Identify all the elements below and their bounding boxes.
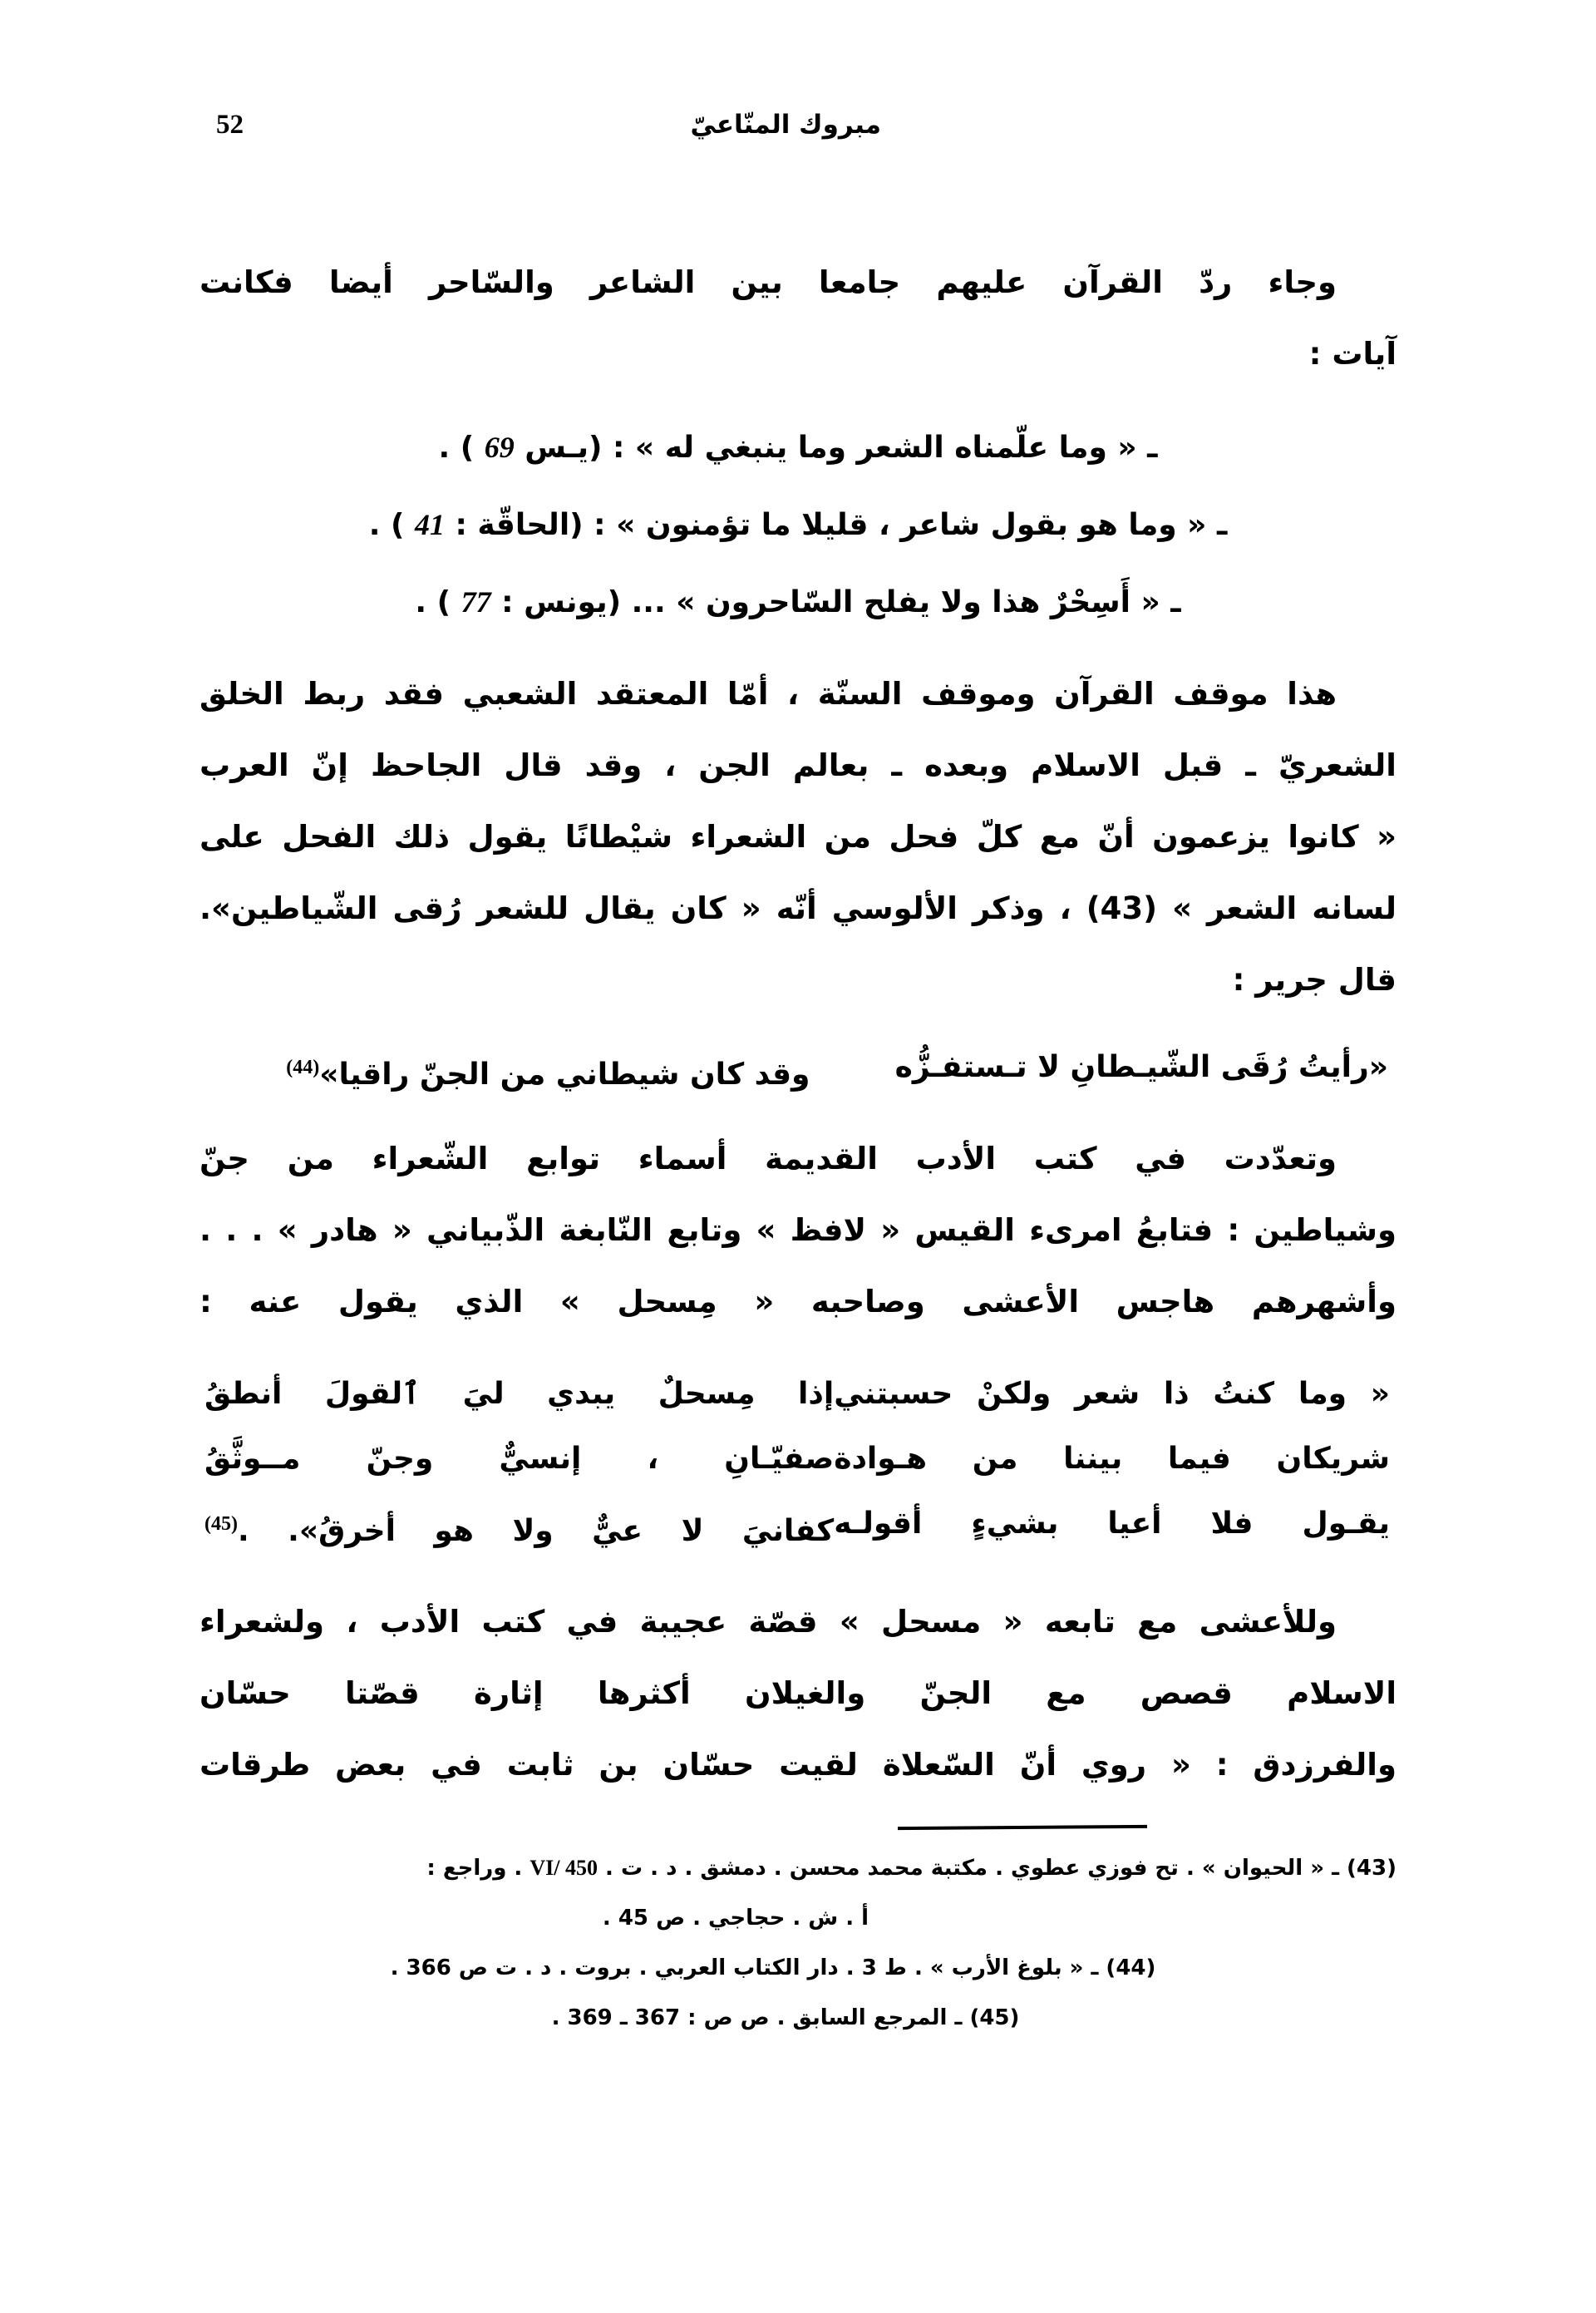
- verse-dash: ـ: [1216, 508, 1228, 542]
- quran-verse-list: [200, 409, 1396, 641]
- jarir-hemistich-2: [200, 1032, 810, 1111]
- paragraph-3-line-1: وتعدّدت في كتب الأدب القديمة أسماء توابع الشّعراء من جنّ: [200, 1141, 1337, 1176]
- asha-hemistich-1: يقـول فلا أعيا بشيءٍ أقولـه: [834, 1507, 1390, 1541]
- asha-poem-line: [200, 1362, 1396, 1427]
- asha-poem: [200, 1362, 1396, 1564]
- footnote-43-text-a: (43) ـ « الحيوان » . تح فوزي عطوي . مكتبة محمد محسن . دمشق . د . ت .: [605, 1856, 1396, 1881]
- paragraph-4-line-3: والفرزدق : « روي أنّ السّعلاة لقيت حسّان بن ثابت في بعض طرقات: [200, 1747, 1396, 1783]
- footnote-43-line-1: [200, 1846, 1396, 1891]
- paragraph-4-line-1: وللأعشى مع تابعه « مسحل » قصّة عجيبة في كتب الأدب ، ولشعراء: [200, 1604, 1337, 1640]
- paragraph-2-line-3: « كانوا يزعمون أنّ مع كلّ فحل من الشعراء شيْطانًا يقول ذلك الفحل على: [200, 819, 1396, 855]
- asha-hemistich-1: « وما كنتُ ذا شعر ولكنْ حسبتني: [834, 1377, 1390, 1411]
- asha-poem-line: [200, 1492, 1396, 1564]
- body-text: [200, 249, 1396, 1803]
- header-author-name: مبروك المنّاعيّ: [690, 110, 881, 140]
- verse-text: « وما علّمناه الشعر وما ينبغي له » :: [612, 431, 1137, 465]
- verse-item: [200, 564, 1396, 641]
- asha-hemistich-2: [200, 1492, 834, 1564]
- asha-hemistich-2-text: كفانيَ لا عيٌّ ولا هو أخرقُ». .: [238, 1514, 835, 1548]
- footnote-43-volume-page: VI/ 450: [530, 1856, 598, 1880]
- paragraph-4-line-2: الاسلام قصص مع الجنّ والغيلان أكثرها إثارة قصّتا حسّان: [200, 1675, 1396, 1711]
- verse-source: (يـس: [525, 431, 603, 465]
- intro-paragraph: وجاء ردّ القرآن عليهم جامعا بين الشاعر والسّاحر أيضا فكانت: [200, 264, 1337, 300]
- asha-hemistich-2: صفيّـانِ ، إنسيٌّ وجنّ مــوثَّقُ: [204, 1442, 835, 1476]
- asha-footnote-ref: (45): [204, 1513, 238, 1535]
- verse-ayah-number: 41: [414, 508, 445, 541]
- intro-paragraph-tail: آيات :: [1308, 336, 1396, 372]
- verse-ayah-number: 69: [484, 431, 515, 464]
- jarir-hemistich-2-text: وقد كان شيطاني من الجنّ راقيا»: [319, 1058, 810, 1092]
- paragraph-2-line-4: لسانه الشعر » (43) ، وذكر الألوسي أنّه « كان يقال للشعر رُقى الشّياطين».: [200, 890, 1396, 926]
- verse-item: [200, 409, 1396, 486]
- page-number: 52: [216, 110, 244, 140]
- footnote-44: (44) ـ « بلوغ الأرب » . ط 3 . دار الكتاب العربي . بروت . د . ت ص 366 .: [390, 1955, 1156, 1980]
- verse-source: (الحاقّة :: [455, 508, 584, 542]
- verse-close: ) .: [415, 585, 451, 619]
- verse-ayah-number: 77: [461, 585, 491, 619]
- footnote-45: (45) ـ المرجع السابق . ص ص : 367 ـ 369 .: [551, 2005, 1020, 2030]
- verse-text: « وما هو بقول شاعر ، قليلا ما تؤمنون » :: [594, 508, 1207, 542]
- verse-source: (يونس :: [501, 585, 622, 619]
- footnote-43-text-b: . وراجع :: [426, 1856, 523, 1881]
- footnote-43-line-2: أ . ش . حجاجي . ص 45 .: [602, 1906, 869, 1931]
- paragraph-3-line-2: وشياطين : فتابعُ امرىء القيس « لافظ » وتابع النّابغة الذّبياني « هادر » . . .: [200, 1212, 1396, 1248]
- verse-dash: ـ: [1170, 585, 1181, 619]
- footnotes-section: [200, 1826, 1396, 2045]
- verse-close: ) .: [368, 508, 405, 542]
- jarir-verse: [200, 1032, 1396, 1111]
- asha-hemistich-2: إذا مِسحلٌ يبدي ليَ ٱلقولَ أنطقُ: [204, 1377, 835, 1411]
- footnote-separator-rule: [898, 1825, 1147, 1830]
- jarir-hemistich-1: «رأيتُ رُقَى الشّيـطانِ لا تـستفـزُّه: [894, 1050, 1388, 1084]
- running-head: [166, 110, 1430, 160]
- paragraph-3-line-3: وأشهرهم هاجس الأعشى وصاحبه « مِسحل » الذي يقول عنه :: [200, 1284, 1396, 1319]
- verse-dash: ـ: [1147, 431, 1158, 465]
- asha-poem-line: [200, 1427, 1396, 1492]
- verse-close: ) .: [438, 431, 475, 465]
- jarir-intro: قال جرير :: [1232, 962, 1396, 998]
- asha-hemistich-1: شريكان فيما بيننا من هـوادة: [834, 1442, 1390, 1476]
- verse-item: [200, 486, 1396, 564]
- paragraph-2-line-1: هذا موقف القرآن وموقف السنّة ، أمّا المعتقد الشعبي فقد ربط الخلق: [200, 676, 1337, 712]
- jarir-footnote-ref: (44): [286, 1057, 320, 1078]
- paragraph-2-line-2: الشعريّ ـ قبل الاسلام وبعده ـ بعالم الجن ، وقد قال الجاحظ إنّ العرب: [200, 747, 1396, 783]
- verse-text: « أَسِحْرٌ هذا ولا يفلح السّاحرون » ...: [631, 585, 1160, 619]
